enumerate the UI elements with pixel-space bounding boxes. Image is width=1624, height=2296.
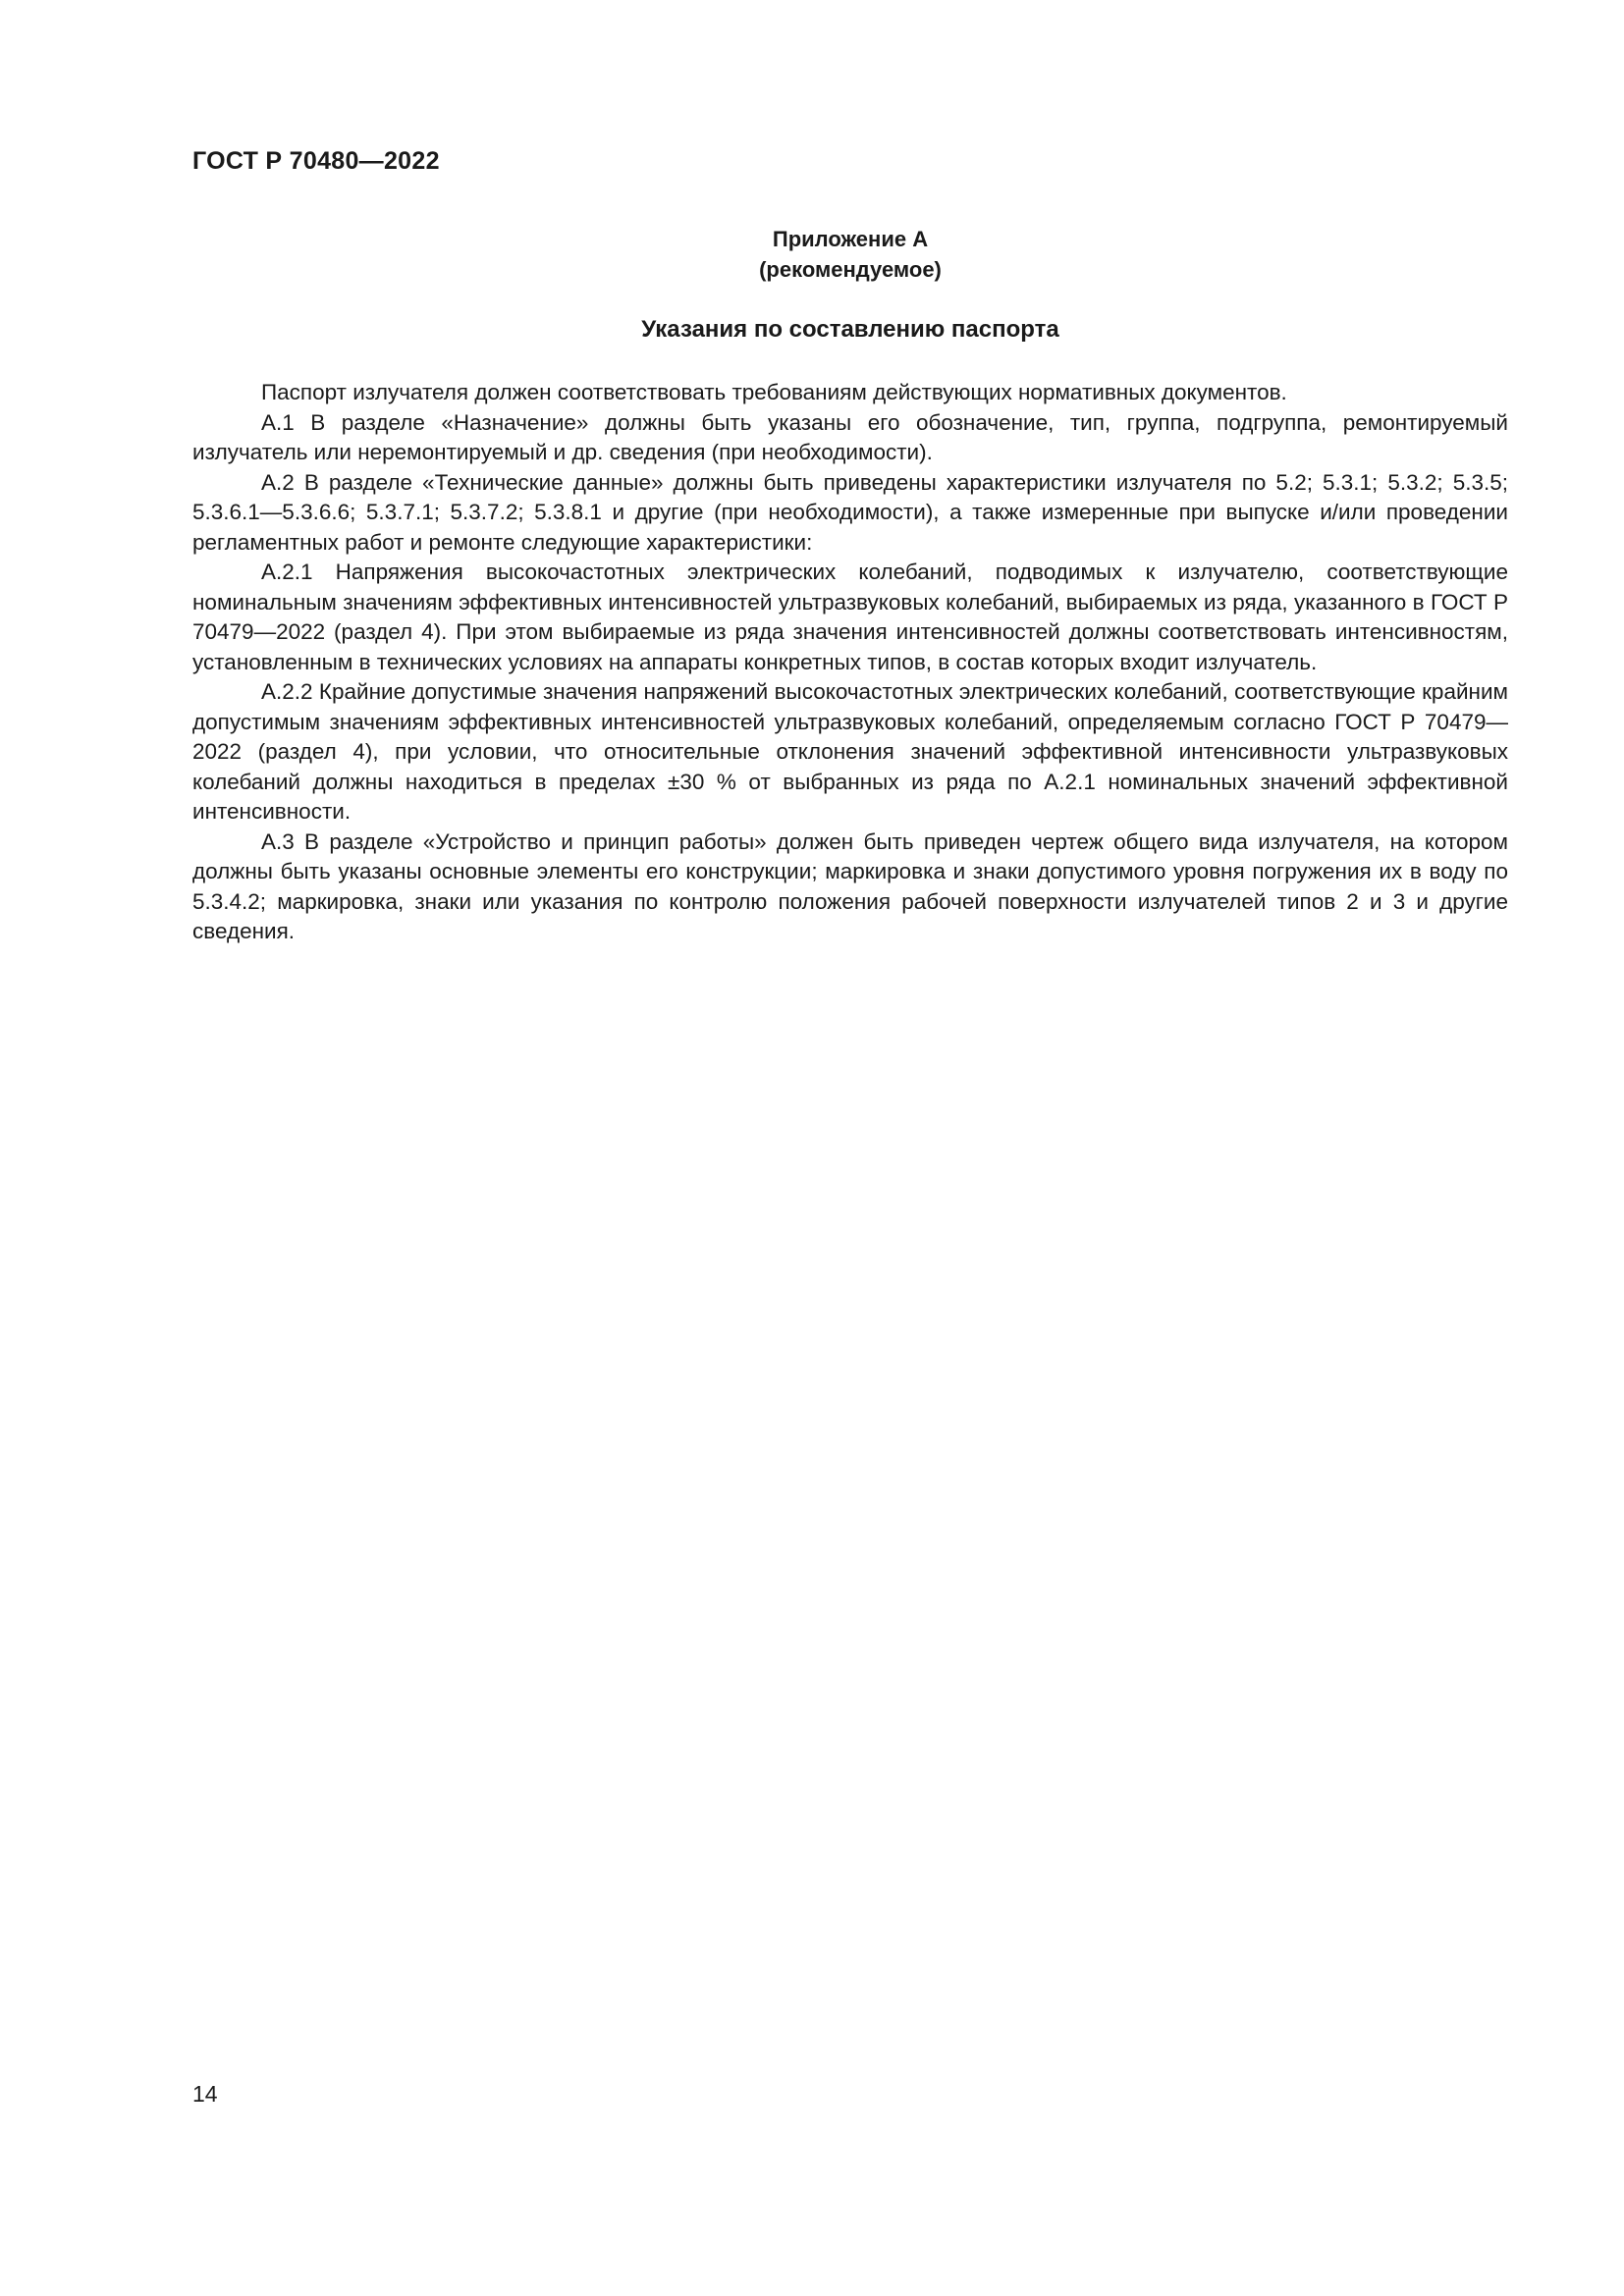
annex-body — [192, 378, 1508, 947]
annex-title: Указания по составлению паспорта — [641, 316, 1059, 343]
annex-status: (рекомендуемое) — [759, 257, 942, 282]
paragraph-a2-2: А.2.2 Крайние допустимые значения напряжений высокочастотных электрических колебаний, соответствующие крайним допустимым значениям эффективных интенсивностей ультразвуковых колебаний, определяемым согласно ГОСТ Р 70479—2022 (раздел 4), при условии, что относительные отклонения значений эффективной интенсивности ультразвуковых колебаний должны находиться в пределах ±30 % от выбранных из ряда по А.2.1 номинальных значений эффективной интенсивности. — [192, 679, 1508, 824]
page-number: 14 — [192, 2081, 218, 2107]
paragraph-a1: А.1 В разделе «Назначение» должны быть указаны его обозначение, тип, группа, подгруппа, ремонтируемый излучатель или неремонтируемый и др. сведения (при необходимости). — [192, 409, 1508, 464]
annex-heading — [192, 224, 1508, 285]
paragraph-intro: Паспорт излучателя должен соответствовать требованиям действующих нормативных документов. — [261, 380, 1287, 404]
annex-label: Приложение А — [772, 227, 929, 251]
document-code: ГОСТ Р 70480—2022 — [192, 147, 440, 175]
paragraph-a2: А.2 В разделе «Технические данные» должны быть приведены характеристики излучателя по 5.2; 5.3.1; 5.3.2; 5.3.5; 5.3.6.1—5.3.6.6; 5.3.7.1; 5.3.7.2; 5.3.8.1 и другие (при необходимости), а также измеренные при выпуске и/или проведении регламентных работ и ремонте следующие характеристики: — [192, 469, 1508, 555]
paragraph-a2-1: А.2.1 Напряжения высокочастотных электрических колебаний, подводимых к излучателю, соответствующие номинальным значениям эффективных интенсивностей ультразвуковых колебаний, выбираемых из ряда, указанного в ГОСТ Р 70479—2022 (раздел 4). При этом выбираемые из ряда значения интенсивностей должны соответствовать интенсивностям, установленным в технических условиях на аппараты конкретных типов, в состав которых входит излучатель. — [192, 560, 1508, 674]
paragraph-a3: А.3 В разделе «Устройство и принцип работы» должен быть приведен чертеж общего вида излучателя, на котором должны быть указаны основные элементы его конструкции; маркировка и знаки допустимого уровня погружения их в воду по 5.3.4.2; маркировка, знаки или указания по контролю положения рабочей поверхности излучателей типов 2 и 3 и другие сведения. — [192, 828, 1508, 943]
